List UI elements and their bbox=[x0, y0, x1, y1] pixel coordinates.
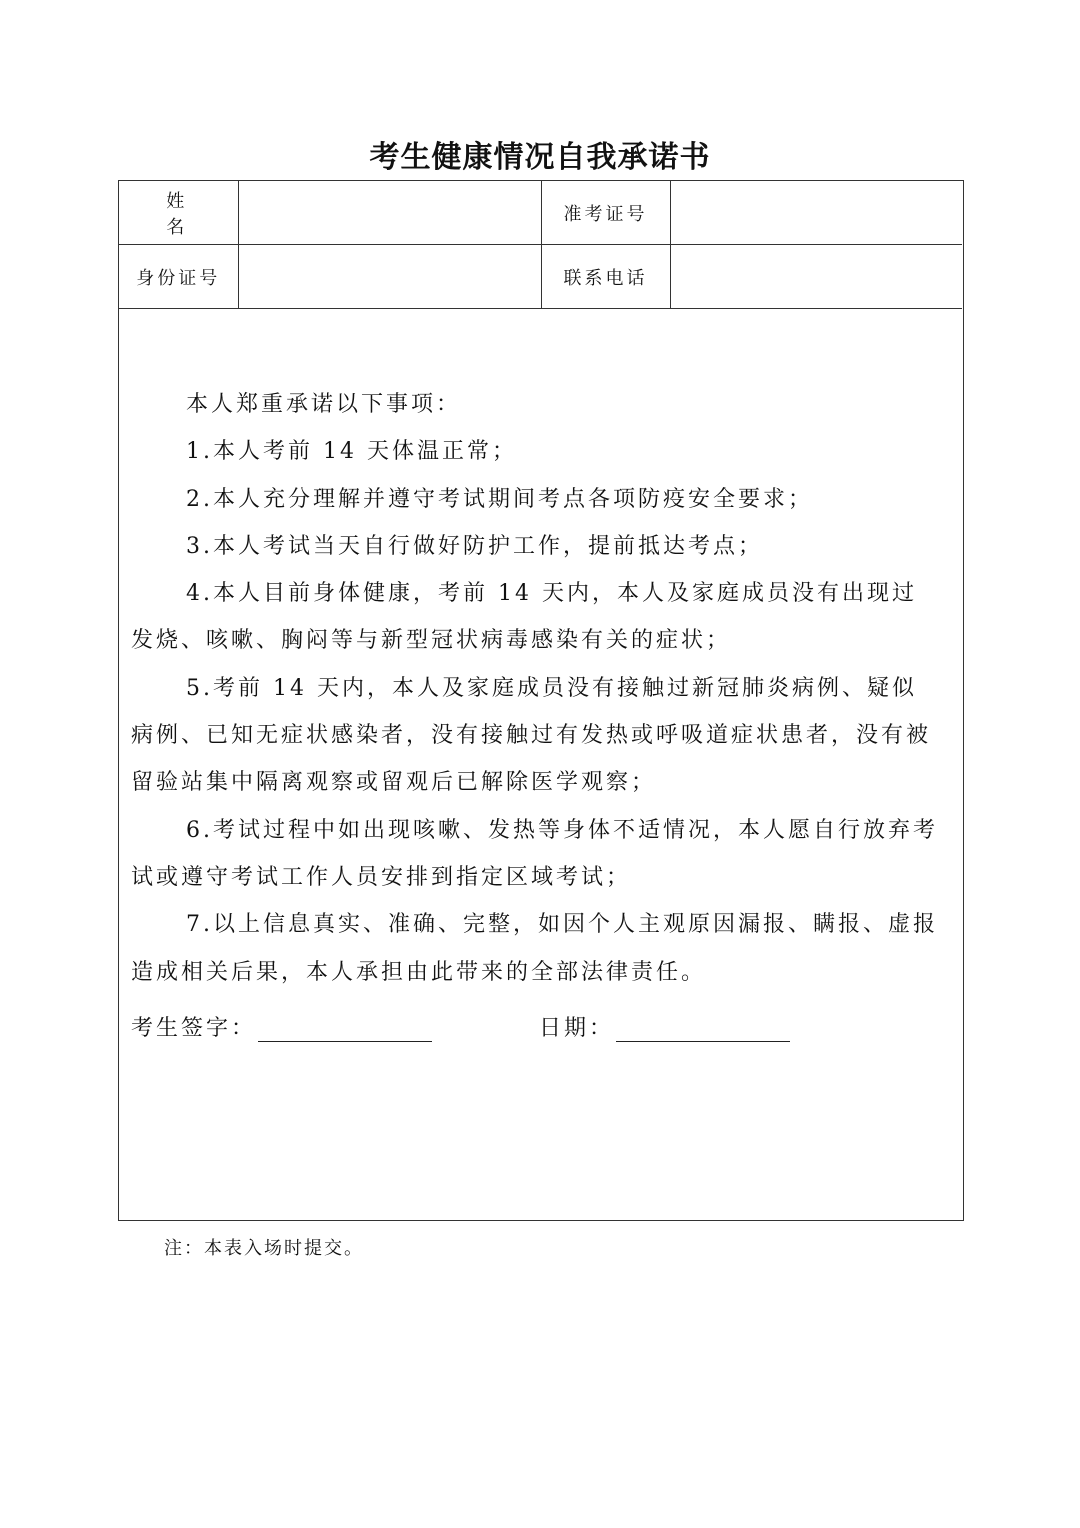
pledge-item: 3.本人考试当天自行做好防护工作，提前抵达考点； bbox=[186, 533, 763, 559]
name-field[interactable] bbox=[238, 181, 541, 245]
document-title: 考生健康情况自我承诺书 bbox=[369, 140, 711, 175]
pledge-item: 5.考前 14 天内，本人及家庭成员没有接触过新冠肺炎病例、疑似病例、已知无症状感染者，没有接触过有发热或呼吸道症状患者，没有被留验站集中隔离观察或留观后已解除医学观察； bbox=[131, 675, 932, 796]
pledge-item: 7.以上信息真实、准确、完整，如因个人主观原因漏报、瞒报、虚报造成相关后果，本人承担由此带来的全部法律责任。 bbox=[131, 912, 938, 985]
exam-id-label: 准考证号 bbox=[541, 181, 670, 245]
pledge-body bbox=[131, 381, 941, 996]
info-row-name bbox=[119, 181, 962, 245]
date-group bbox=[539, 1011, 790, 1042]
name-label: 姓 名 bbox=[119, 181, 238, 245]
pledge-item: 2.本人充分理解并遵守考试期间考点各项防疫安全要求； bbox=[186, 486, 813, 512]
id-card-label: 身份证号 bbox=[119, 245, 238, 309]
date-label: 日期： bbox=[539, 1016, 615, 1041]
phone-field[interactable] bbox=[670, 245, 962, 309]
pledge-form bbox=[118, 180, 964, 1221]
pledge-item: 4.本人目前身体健康，考前 14 天内，本人及家庭成员没有出现过发烧、咳嗽、胸闷等与新型冠状病毒感染有关的症状； bbox=[131, 581, 917, 654]
pledge-intro: 本人郑重承诺以下事项： bbox=[186, 392, 462, 417]
signature-label: 考生签字： bbox=[131, 1016, 257, 1041]
signature-row bbox=[131, 1011, 951, 1051]
id-card-field[interactable] bbox=[238, 245, 541, 309]
exam-id-field[interactable] bbox=[670, 181, 962, 245]
signature-field[interactable] bbox=[258, 1013, 432, 1042]
date-field[interactable] bbox=[616, 1013, 790, 1042]
info-row-id bbox=[119, 245, 962, 309]
personal-info-table bbox=[119, 181, 962, 309]
pledge-item: 1.本人考前 14 天体温正常； bbox=[186, 439, 517, 465]
phone-label: 联系电话 bbox=[541, 245, 670, 309]
footnote: 注：本表入场时提交。 bbox=[164, 1238, 364, 1259]
pledge-item: 6.考试过程中如出现咳嗽、发热等身体不适情况，本人愿自行放弃考试或遵守考试工作人员安排到指定区域考试； bbox=[131, 817, 938, 890]
signature-group bbox=[131, 1011, 432, 1042]
